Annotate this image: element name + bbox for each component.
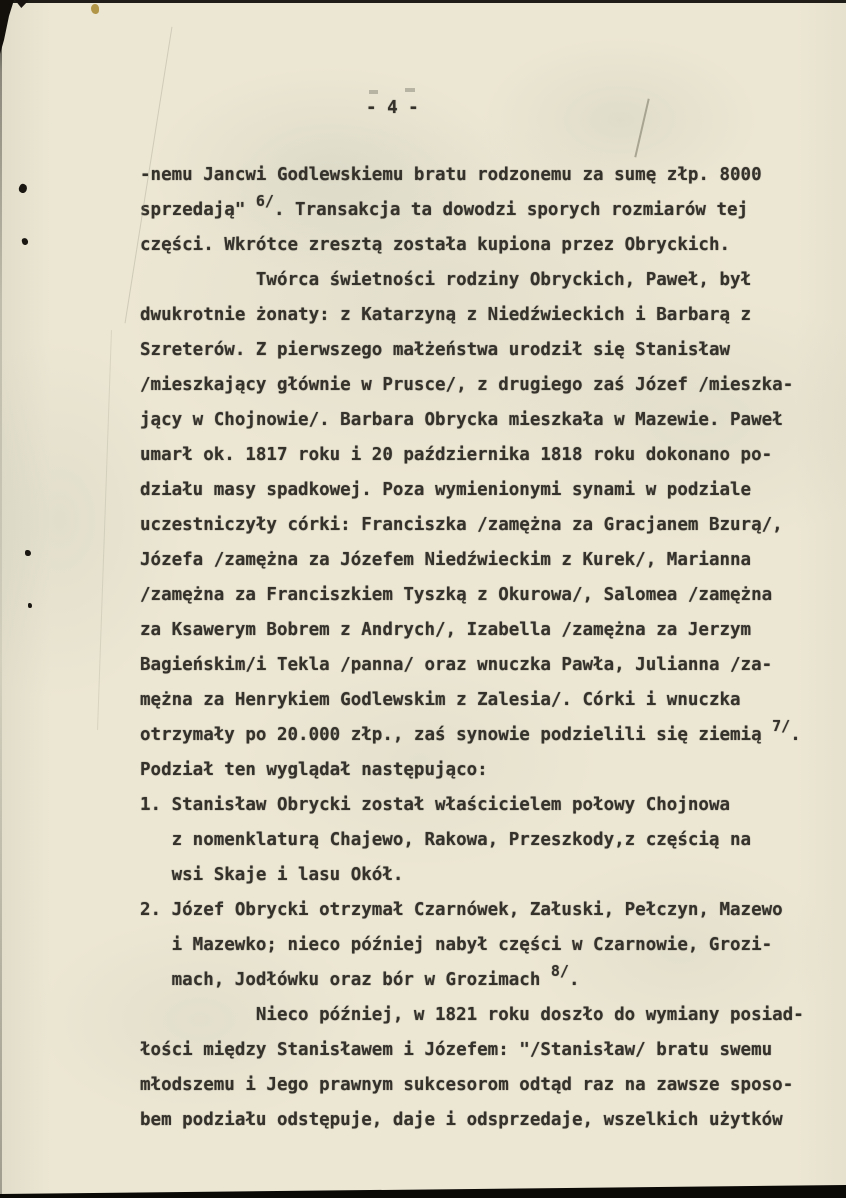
footnote-marker: 6/ — [255, 192, 274, 210]
text-segment: łości między Stanisławem i Józefem: "/Stanisław/ bratu swemu — [140, 1040, 773, 1060]
ink-speck — [25, 550, 31, 556]
text-line — [140, 1068, 830, 1103]
ink-speck — [28, 603, 32, 608]
text-segment: Bagieńskim/i Tekla /panna/ oraz wnuczka Pawła, Julianna /za- — [140, 655, 773, 675]
ink-speck — [21, 237, 29, 245]
text-line — [140, 193, 830, 228]
text-line — [140, 333, 830, 368]
text-line — [140, 928, 830, 963]
text-line — [140, 508, 830, 543]
footnote-marker: 7/ — [772, 717, 791, 735]
text-line — [140, 403, 830, 438]
text-line — [140, 648, 830, 683]
text-line — [140, 998, 830, 1033]
text-segment: za Ksawerym Bobrem z Andrych/, Izabella /zamężna za Jerzym — [140, 620, 752, 640]
text-line — [140, 753, 830, 788]
text-segment: /mieszkający głównie w Prusce/, z drugiego zaś Józef /mieszka- — [140, 375, 794, 395]
paper-stain — [91, 4, 99, 14]
text-segment: -nemu Jancwi Godlewskiemu bratu rodzonemu za sumę złp. 8000 — [140, 165, 762, 185]
text-segment: . — [568, 970, 580, 990]
text-segment: . Transakcja ta dowodzi sporych rozmiarów tej — [273, 200, 749, 220]
scan-edge-top — [0, 0, 846, 3]
page-number: - 4 - — [366, 98, 419, 118]
text-segment: jący w Chojnowie/. Barbara Obrycka mieszkała w Mazewie. Paweł — [140, 410, 783, 430]
text-line — [140, 823, 830, 858]
text-line — [140, 858, 830, 893]
text-segment: mężna za Henrykiem Godlewskim z Zalesia/. Córki i wnuczka — [140, 690, 741, 710]
text-line — [140, 788, 830, 823]
text-segment: umarł ok. 1817 roku i 20 października 1818 roku dokonano po- — [140, 445, 773, 465]
text-segment: sprzedają" — [140, 200, 256, 220]
text-line — [140, 613, 830, 648]
text-line — [140, 718, 830, 753]
text-segment: i Mazewko; nieco później nabył części w Czarnowie, Grozi- — [171, 935, 773, 955]
text-segment: Podział ten wyglądał następująco: — [140, 760, 488, 780]
text-segment: dwukrotnie żonaty: z Katarzyną z Niedźwieckich i Barbarą z — [140, 305, 752, 325]
text-line — [140, 368, 830, 403]
text-segment: uczestniczyły córki: Franciszka /zamężna za Gracjanem Bzurą/, — [140, 515, 783, 535]
text-line — [140, 228, 830, 263]
text-segment: Józefa /zamężna za Józefem Niedźwieckim z Kurek/, Marianna — [140, 550, 752, 570]
text-segment: Szreterów. Z pierwszego małżeństwa urodził się Stanisław — [140, 340, 731, 360]
text-segment: 1. Stanisław Obrycki został właścicielem połowy Chojnowa — [140, 795, 731, 815]
text-line — [140, 683, 830, 718]
text-line — [140, 893, 830, 928]
text-segment: 2. Józef Obrycki otrzymał Czarnówek, Załuski, Pełczyn, Mazewo — [140, 900, 783, 920]
scan-corner-mark — [15, 0, 29, 8]
text-line — [140, 1033, 830, 1068]
text-line — [140, 263, 830, 298]
document-lines — [140, 158, 830, 1138]
text-segment: działu masy spadkowej. Poza wymienionymi synami w podziale — [140, 480, 752, 500]
typewriter-ghost-mark — [405, 88, 415, 92]
text-line — [140, 298, 830, 333]
text-line — [140, 578, 830, 613]
text-segment: wsi Skaje i lasu Okół. — [171, 865, 404, 885]
text-segment: mach, Jodłówku oraz bór w Grozimach — [171, 970, 551, 990]
text-line — [140, 438, 830, 473]
text-segment: części. Wkrótce zresztą została kupiona przez Obryckich. — [140, 235, 731, 255]
text-segment: . — [790, 725, 801, 745]
paper-crease — [97, 330, 112, 730]
text-segment: młodszemu i Jego prawnym sukcesorom odtąd raz na zawsze sposo- — [140, 1075, 794, 1095]
text-line — [140, 963, 830, 998]
text-line — [140, 158, 830, 193]
ink-speck — [17, 183, 28, 195]
typewriter-ghost-mark — [369, 90, 378, 94]
text-segment: otrzymały po 20.000 złp., zaś synowie podzielili się ziemią — [140, 725, 773, 745]
scan-corner-mark — [0, 0, 16, 54]
text-segment: Nieco później, w 1821 roku doszło do wymiany posiad- — [255, 1005, 804, 1025]
text-segment: /zamężna za Franciszkiem Tyszką z Okurowa/, Salomea /zamężna — [140, 585, 773, 605]
text-line — [140, 543, 830, 578]
scan-edge-left — [0, 0, 2, 1198]
footnote-marker: 8/ — [550, 962, 569, 980]
text-segment: z nomenklaturą Chajewo, Rakowa, Przeszkody,z częścią na — [171, 830, 752, 850]
text-segment: Twórca świetności rodziny Obryckich, Paweł, był — [255, 270, 752, 290]
text-line — [140, 473, 830, 508]
paper-scratch — [634, 99, 649, 158]
text-segment: bem podziału odstępuje, daje i odsprzedaje, wszelkich użytków — [140, 1110, 783, 1130]
text-line — [140, 1103, 830, 1138]
scan-edge-bottom — [0, 1185, 846, 1198]
